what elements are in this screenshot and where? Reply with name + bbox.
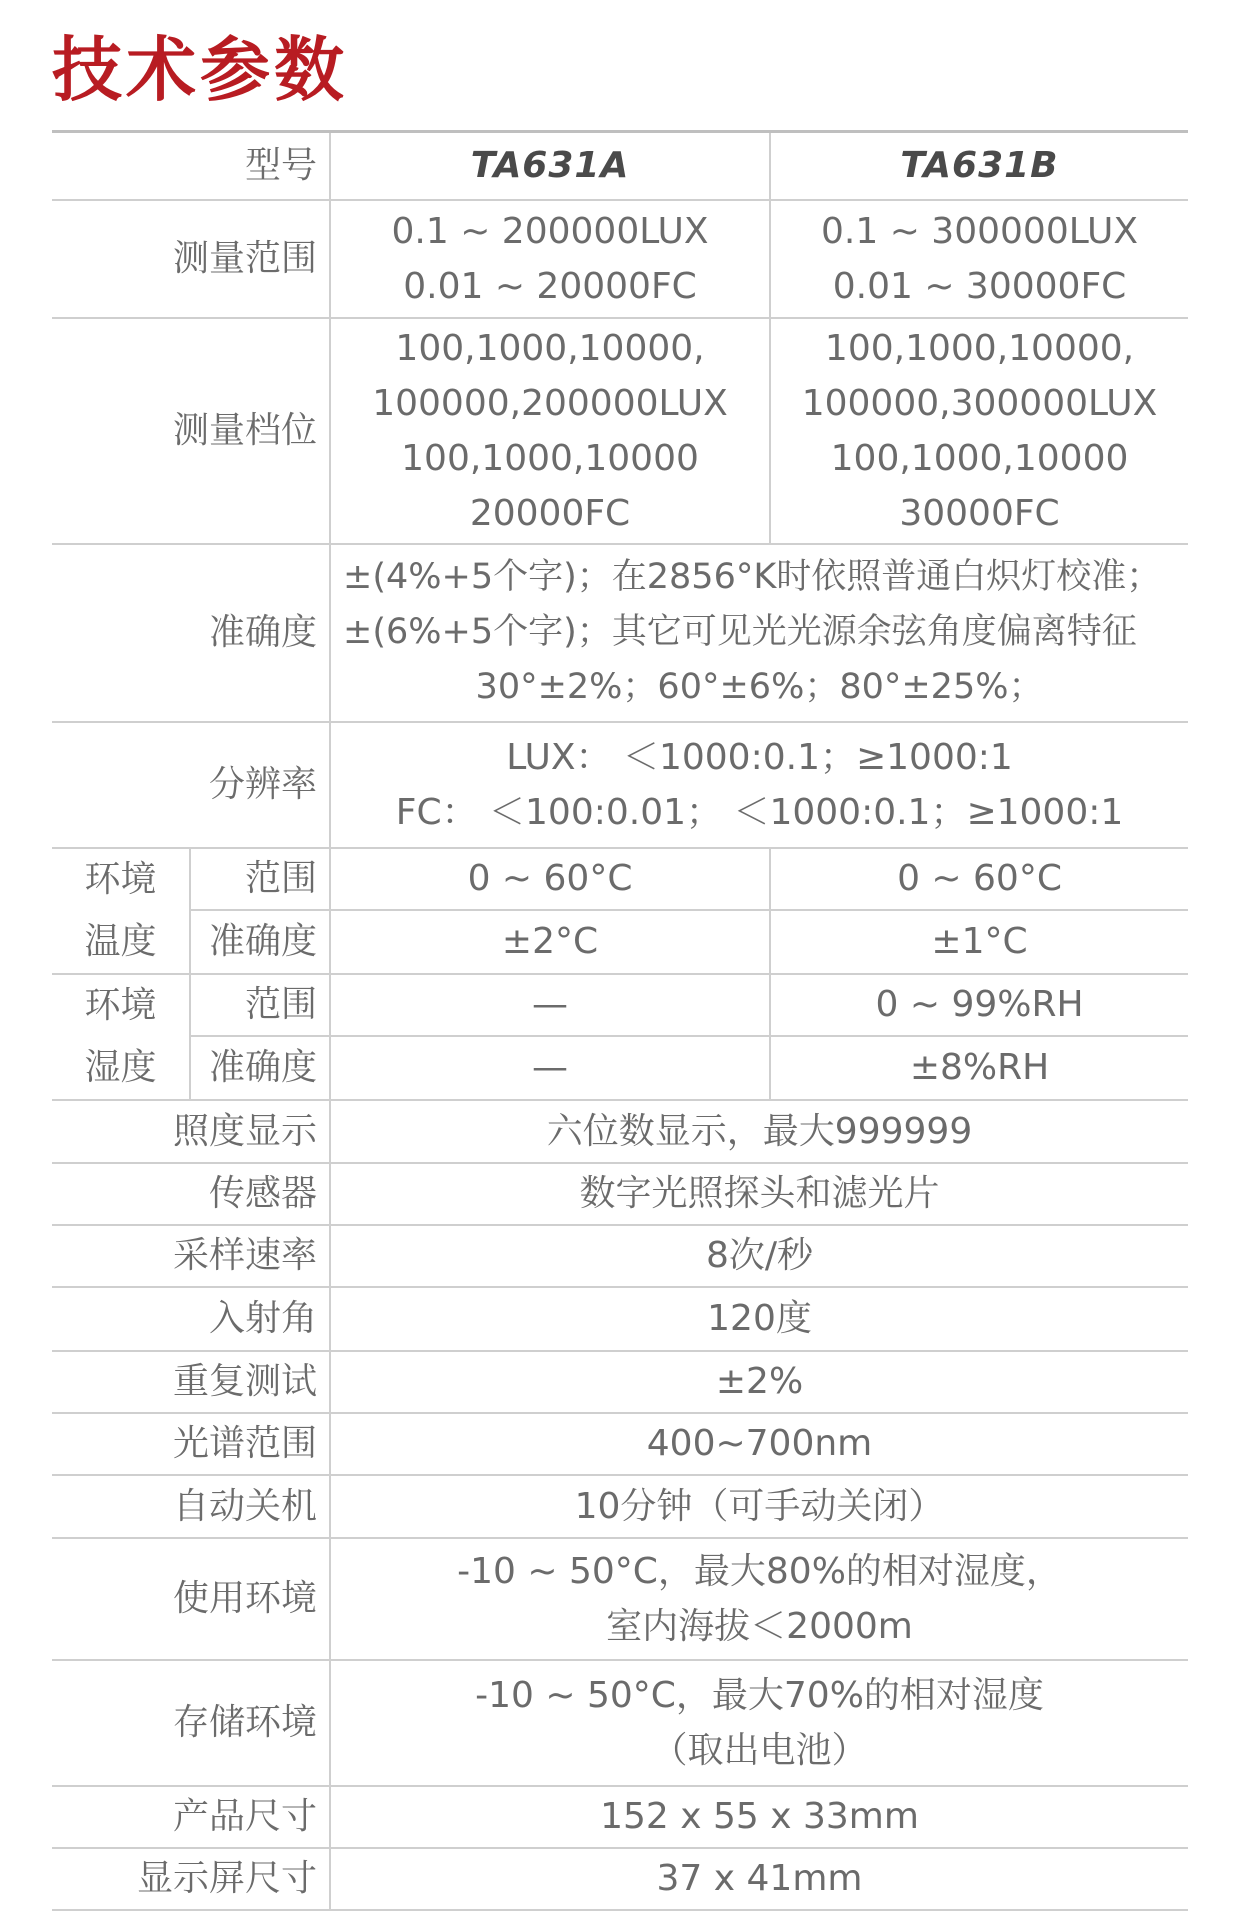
- range-a-line: 0.1 ~ 200000LUX: [391, 210, 709, 252]
- env-temp-range-a: 0 ~ 60°C: [330, 848, 770, 910]
- env-humidity-acc-b: ±8%RH: [770, 1036, 1188, 1100]
- env-temp-acc-a: ±2°C: [330, 910, 770, 974]
- steps-b-line: 100,1000,10000: [830, 437, 1129, 479]
- use-env-line: 室内海拔＜2000m: [606, 1605, 913, 1647]
- steps-a-line: 100,1000,10000: [401, 437, 699, 479]
- steps-b-line: 100,1000,10000,: [824, 327, 1135, 369]
- env-humidity-acc-label: 准确度: [190, 1036, 330, 1100]
- env-humidity-acc-row: [52, 1036, 1188, 1100]
- accuracy-row: [52, 544, 1188, 722]
- env-temp-group-line: 环境: [84, 858, 157, 900]
- env-humidity-group: [52, 974, 190, 1100]
- range-b-line: 0.1 ~ 300000LUX: [821, 210, 1139, 252]
- steps-b: [770, 318, 1188, 544]
- table-row: [52, 1475, 1188, 1538]
- resolution-row: [52, 722, 1188, 848]
- store-env-value: [330, 1660, 1188, 1786]
- row-value: 400~700nm: [330, 1413, 1188, 1475]
- store-env-label: 存储环境: [52, 1660, 330, 1786]
- row-label: 重复测试: [52, 1351, 330, 1413]
- use-env-value: [330, 1538, 1188, 1660]
- range-b-line: 0.01 ~ 30000FC: [832, 265, 1127, 307]
- table-row: [52, 1100, 1188, 1163]
- table-row: [52, 1225, 1188, 1287]
- page-title: 技术参数: [52, 29, 348, 111]
- env-humidity-acc-a: —: [330, 1036, 770, 1100]
- env-humidity-range-row: [52, 974, 1188, 1036]
- resolution-line: LUX： ＜1000:0.1；≥1000:1: [506, 736, 1013, 778]
- row-label: 采样速率: [52, 1225, 330, 1287]
- steps-a: [330, 318, 770, 544]
- table-row: [52, 1351, 1188, 1413]
- env-temp-acc-b: ±1°C: [770, 910, 1188, 974]
- header-row: [52, 132, 1188, 200]
- row-value: 数字光照探头和滤光片: [330, 1163, 1188, 1225]
- model-label: 型号: [52, 132, 330, 200]
- accuracy-line: ±(4%+5个字)；在2856°K时依照普通白炽灯校准；: [343, 557, 1162, 597]
- use-env-line: -10 ~ 50°C，最大80%的相对湿度，: [457, 1550, 1062, 1592]
- table-row: [52, 1287, 1188, 1351]
- env-temp-group-line: 温度: [84, 920, 157, 962]
- model-a: TA631A: [330, 132, 770, 200]
- env-temp-range-b: 0 ~ 60°C: [770, 848, 1188, 910]
- steps-a-line: 20000FC: [469, 492, 631, 534]
- model-b: TA631B: [770, 132, 1188, 200]
- table-row: [52, 1163, 1188, 1225]
- spec-table: [52, 130, 1188, 1911]
- table-row: [52, 1413, 1188, 1475]
- use-env-row: [52, 1538, 1188, 1660]
- row-value: 10分钟（可手动关闭）: [330, 1475, 1188, 1538]
- resolution-label: 分辨率: [52, 722, 330, 848]
- display-size-label: 显示屏尺寸: [52, 1848, 330, 1910]
- resolution-line: FC： ＜100:0.01； ＜1000:0.1；≥1000:1: [395, 791, 1124, 833]
- env-temp-range-row: [52, 848, 1188, 910]
- accuracy-value: [330, 544, 1188, 722]
- row-label: 光谱范围: [52, 1413, 330, 1475]
- env-humidity-group-line: 湿度: [84, 1046, 157, 1088]
- display-size-row: [52, 1848, 1188, 1910]
- display-size-value: 37 x 41mm: [330, 1848, 1188, 1910]
- accuracy-line: 30°±2%；60°±6%；80°±25%；: [475, 667, 1044, 707]
- size-row: [52, 1786, 1188, 1848]
- steps-b-line: 30000FC: [899, 492, 1060, 534]
- env-temp-range-label: 范围: [190, 848, 330, 910]
- range-row: [52, 200, 1188, 318]
- row-label: 自动关机: [52, 1475, 330, 1538]
- store-env-line: （取出电池）: [651, 1729, 868, 1771]
- size-value: 152 x 55 x 33mm: [330, 1786, 1188, 1848]
- env-temp-group: [52, 848, 190, 974]
- steps-row: [52, 318, 1188, 544]
- range-label: 测量范围: [52, 200, 330, 318]
- env-temp-acc-row: [52, 910, 1188, 974]
- env-temp-acc-label: 准确度: [190, 910, 330, 974]
- row-value: 六位数显示，最大999999: [330, 1100, 1188, 1163]
- use-env-label: 使用环境: [52, 1538, 330, 1660]
- row-value: 8次/秒: [330, 1225, 1188, 1287]
- row-value: ±2%: [330, 1351, 1188, 1413]
- steps-a-line: 100,1000,10000,: [395, 327, 705, 369]
- env-humidity-group-line: 环境: [84, 984, 157, 1026]
- range-a-line: 0.01 ~ 20000FC: [403, 265, 697, 307]
- accuracy-line: ±(6%+5个字)；其它可见光光源余弦角度偏离特征: [343, 612, 1137, 652]
- store-env-line: -10 ~ 50°C，最大70%的相对湿度: [475, 1674, 1044, 1716]
- store-env-row: [52, 1660, 1188, 1786]
- range-b: [770, 200, 1188, 318]
- row-label: 照度显示: [52, 1100, 330, 1163]
- env-humidity-range-a: —: [330, 974, 770, 1036]
- row-label: 传感器: [52, 1163, 330, 1225]
- accuracy-label: 准确度: [52, 544, 330, 722]
- steps-label: 测量档位: [52, 318, 330, 544]
- row-label: 入射角: [52, 1287, 330, 1351]
- steps-a-line: 100000,200000LUX: [372, 382, 728, 424]
- steps-b-line: 100000,300000LUX: [801, 382, 1158, 424]
- resolution-value: [330, 722, 1188, 848]
- env-humidity-range-label: 范围: [190, 974, 330, 1036]
- row-value: 120度: [330, 1287, 1188, 1351]
- range-a: [330, 200, 770, 318]
- env-humidity-range-b: 0 ~ 99%RH: [770, 974, 1188, 1036]
- size-label: 产品尺寸: [52, 1786, 330, 1848]
